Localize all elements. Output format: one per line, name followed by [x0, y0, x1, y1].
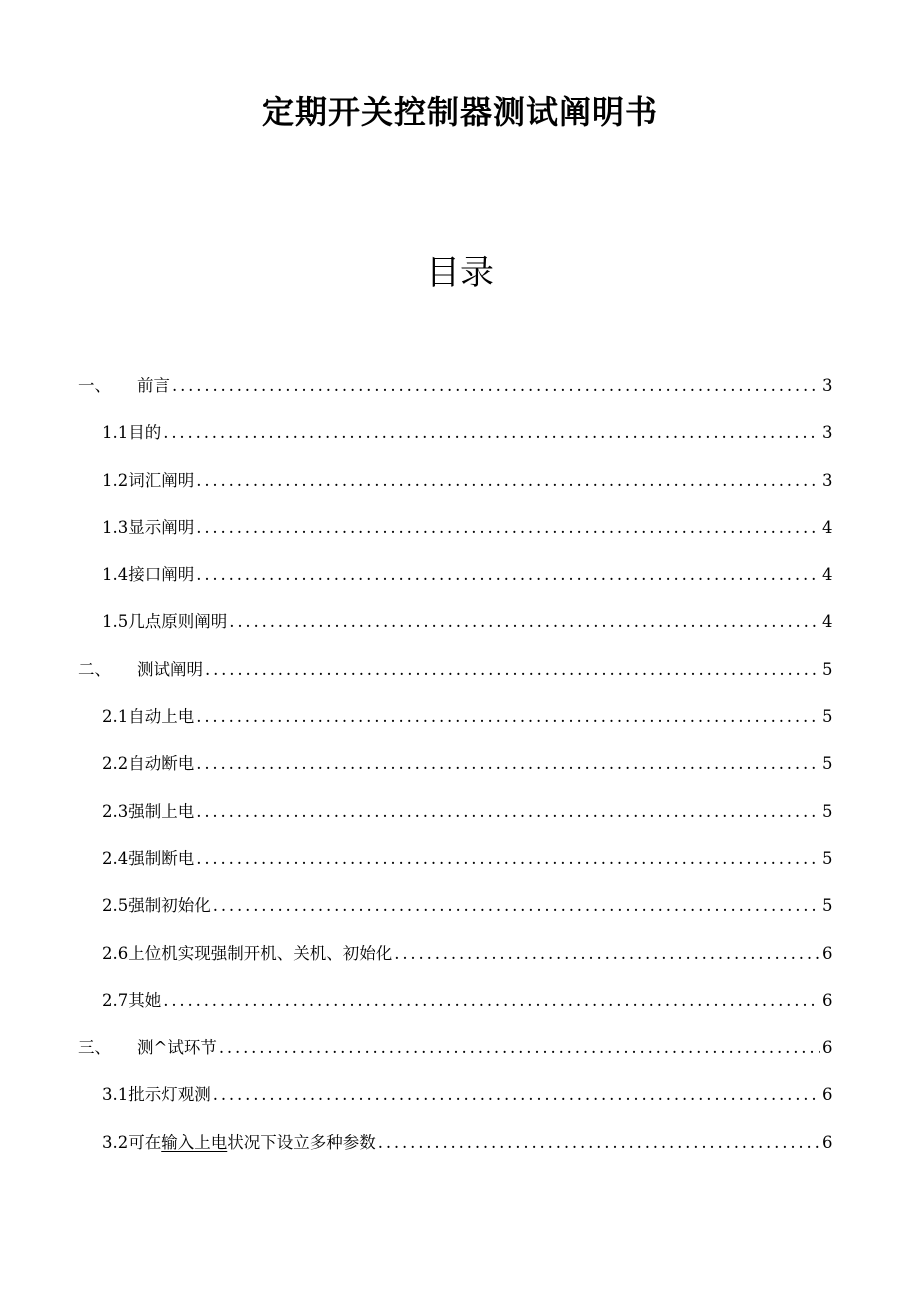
toc-entry-1-4[interactable] — [78, 561, 832, 608]
toc-entry-label — [102, 987, 161, 1011]
toc-entry-label — [102, 892, 211, 916]
toc-entry-label — [102, 750, 194, 774]
toc-entry-label — [78, 1034, 217, 1058]
toc-entry-1-5[interactable] — [78, 608, 832, 655]
toc-entry-2-7[interactable] — [78, 987, 832, 1034]
dot-leader — [196, 518, 820, 537]
toc-entry-2-4[interactable] — [78, 845, 832, 892]
dot-leader — [196, 565, 820, 584]
dot-leader — [378, 1133, 820, 1152]
dot-leader — [229, 612, 820, 631]
toc-entry-label — [102, 845, 194, 869]
toc-entry-page: 4 — [822, 612, 833, 632]
toc-entry-number: 1.4 — [102, 565, 129, 585]
toc-entry-page: 5 — [822, 754, 833, 774]
toc-entry-1-2[interactable] — [78, 467, 832, 514]
toc-entry-page: 4 — [822, 565, 833, 585]
toc-entry-text-before: 可在 — [128, 1132, 162, 1152]
dot-leader — [196, 754, 820, 773]
toc-entry-text: 上位机实现强制开机、关机、初始化 — [128, 943, 393, 963]
toc-entry-page: 6 — [822, 1038, 833, 1058]
table-of-contents — [78, 372, 832, 1176]
toc-entry-number: 2.5 — [102, 896, 129, 916]
toc-entry-text: 接口阐明 — [128, 565, 195, 585]
dot-leader — [196, 849, 820, 868]
toc-entry-text: 自动断电 — [128, 754, 195, 774]
toc-entry-text: 强制初始化 — [128, 896, 211, 916]
toc-entry-text: 词汇阐明 — [128, 470, 195, 490]
toc-entry-text: 强制断电 — [128, 848, 195, 868]
dot-leader — [196, 471, 820, 490]
toc-entry-number: 2.1 — [102, 707, 129, 727]
toc-entry-page: 5 — [822, 659, 833, 679]
toc-entry-2-6[interactable] — [78, 940, 832, 987]
toc-entry-page: 3 — [822, 376, 833, 395]
toc-entry-3-2[interactable] — [78, 1129, 832, 1176]
toc-entry-page: 6 — [822, 1132, 833, 1152]
toc-entry-label — [102, 1081, 211, 1105]
toc-entry-number: 1.5 — [102, 612, 129, 632]
toc-entry-2-2[interactable] — [78, 750, 832, 797]
dot-leader — [394, 944, 820, 963]
toc-entry-label — [78, 656, 203, 680]
toc-entry-text: 目的 — [128, 423, 162, 443]
toc-heading: 目录 — [426, 253, 494, 293]
toc-entry-label — [102, 467, 194, 491]
toc-entry-label — [102, 798, 194, 822]
toc-entry-3-1[interactable] — [78, 1081, 832, 1128]
toc-entry-page: 6 — [822, 943, 833, 963]
toc-entry-number: 1.2 — [102, 470, 129, 490]
toc-entry-2-1[interactable] — [78, 703, 832, 750]
dot-leader — [196, 707, 820, 726]
toc-entry-label — [78, 372, 170, 396]
toc-entry-number: 一、 — [78, 376, 111, 395]
toc-entry-page: 5 — [822, 848, 833, 868]
toc-entry-text-underlined: 输入上电 — [161, 1132, 228, 1152]
toc-entry-page: 3 — [822, 470, 833, 490]
toc-entry-number: 1.1 — [102, 423, 129, 443]
toc-entry-label — [102, 608, 227, 632]
toc-entry-section-3[interactable] — [78, 1034, 832, 1081]
toc-entry-text: 其她 — [128, 990, 162, 1010]
dot-leader — [213, 1085, 820, 1104]
dot-leader — [172, 376, 820, 395]
toc-entry-label — [102, 561, 194, 585]
toc-entry-number: 3.1 — [102, 1085, 129, 1105]
toc-entry-label — [102, 419, 161, 443]
toc-entry-page: 3 — [822, 423, 833, 443]
toc-entry-number: 2.7 — [102, 990, 129, 1010]
dot-leader — [163, 991, 820, 1010]
toc-entry-number: 2.4 — [102, 848, 129, 868]
toc-entry-page: 5 — [822, 707, 833, 727]
toc-entry-text: 自动上电 — [128, 707, 195, 727]
toc-entry-number: 二、 — [78, 659, 111, 679]
toc-entry-text: 显示阐明 — [128, 517, 195, 537]
document-title: 定期开关控制器测试阐明书 — [261, 93, 658, 131]
toc-entry-page: 6 — [822, 1085, 833, 1105]
toc-entry-1-3[interactable] — [78, 514, 832, 561]
toc-entry-page: 4 — [822, 517, 833, 537]
toc-entry-page: 6 — [822, 990, 833, 1010]
dot-leader — [196, 802, 820, 821]
toc-entry-number: 1.3 — [102, 517, 129, 537]
toc-entry-text: 强制上电 — [128, 801, 195, 821]
toc-entry-number: 三、 — [78, 1038, 111, 1058]
dot-leader — [205, 660, 820, 679]
toc-entry-1-1[interactable] — [78, 419, 832, 466]
toc-entry-page: 5 — [822, 896, 833, 916]
toc-entry-text: 批示灯观测 — [128, 1085, 211, 1105]
toc-entry-number: 2.3 — [102, 801, 129, 821]
dot-leader — [213, 896, 820, 915]
toc-entry-label — [102, 703, 194, 727]
toc-entry-page: 5 — [822, 801, 833, 821]
toc-entry-text-after: 状况下设立多种参数 — [227, 1132, 376, 1152]
toc-entry-number: 3.2 — [102, 1132, 129, 1152]
toc-entry-2-5[interactable] — [78, 892, 832, 939]
dot-leader — [163, 423, 820, 442]
toc-entry-2-3[interactable] — [78, 798, 832, 845]
toc-entry-label — [102, 940, 392, 964]
toc-entry-number: 2.6 — [102, 943, 129, 963]
toc-entry-label — [102, 1129, 376, 1153]
toc-entry-label — [102, 514, 194, 538]
toc-entry-text: 测^试环节 — [137, 1038, 217, 1058]
toc-entry-text: 测试阐明 — [137, 659, 203, 679]
toc-entry-text: 前言 — [137, 376, 170, 395]
dot-leader — [219, 1038, 820, 1057]
toc-entry-section-2[interactable] — [78, 656, 832, 703]
toc-entry-text: 几点原则阐明 — [128, 612, 228, 632]
toc-entry-section-1[interactable] — [78, 372, 832, 419]
toc-entry-number: 2.2 — [102, 754, 129, 774]
